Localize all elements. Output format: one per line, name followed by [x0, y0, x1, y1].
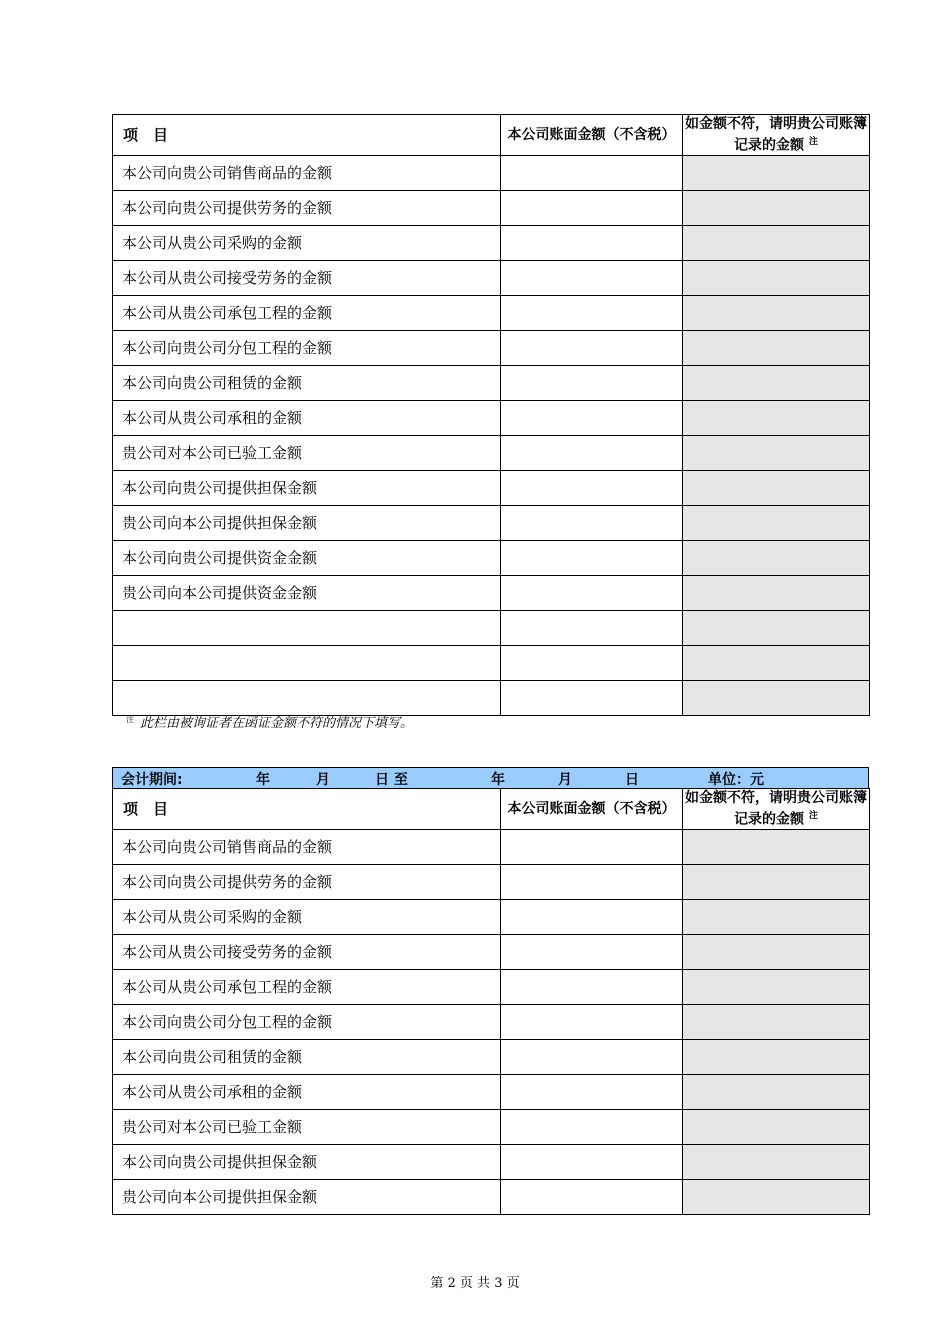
book-amount-cell[interactable]	[501, 1179, 683, 1214]
row-label: 贵公司向本公司提供担保金额	[113, 1179, 501, 1214]
row-label: 本公司向贵公司销售商品的金额	[113, 155, 501, 190]
discrepancy-amount-cell[interactable]	[683, 400, 870, 435]
table-row	[113, 295, 870, 330]
discrepancy-amount-cell[interactable]	[683, 1074, 870, 1109]
book-amount-cell[interactable]	[501, 540, 683, 575]
book-amount-cell[interactable]	[501, 969, 683, 1004]
discrepancy-amount-cell[interactable]	[683, 899, 870, 934]
row-label: 贵公司向本公司提供资金金额	[113, 575, 501, 610]
table-row	[113, 934, 870, 969]
discrepancy-amount-cell[interactable]	[683, 260, 870, 295]
table-row	[113, 155, 870, 190]
book-amount-cell[interactable]	[501, 864, 683, 899]
row-label: 贵公司向本公司提供担保金额	[113, 505, 501, 540]
book-amount-cell[interactable]	[501, 1109, 683, 1144]
table-row	[113, 645, 870, 680]
row-label	[113, 610, 501, 645]
discrepancy-amount-cell[interactable]	[683, 540, 870, 575]
discrepancy-amount-cell[interactable]	[683, 1179, 870, 1214]
page-number: 第 2 页 共 3 页	[430, 1276, 520, 1291]
discrepancy-amount-cell[interactable]	[683, 610, 870, 645]
table-row	[113, 330, 870, 365]
header-item: 项 目	[113, 789, 501, 830]
footnote-mark: 注	[126, 714, 134, 724]
confirmation-table-1	[112, 114, 870, 716]
table-row	[113, 225, 870, 260]
row-label: 本公司从贵公司采购的金额	[113, 899, 501, 934]
header-discrepancy	[683, 115, 870, 156]
discrepancy-amount-cell[interactable]	[683, 680, 870, 715]
header-book-amount: 本公司账面金额（不含税）	[501, 789, 683, 830]
table-row	[113, 829, 870, 864]
table-row	[113, 260, 870, 295]
book-amount-cell[interactable]	[501, 470, 683, 505]
table-row	[113, 899, 870, 934]
row-label: 本公司从贵公司采购的金额	[113, 225, 501, 260]
table-row	[113, 1109, 870, 1144]
row-label: 本公司从贵公司承租的金额	[113, 1074, 501, 1109]
book-amount-cell[interactable]	[501, 899, 683, 934]
period-label: 会计期间:	[121, 772, 183, 788]
row-label: 本公司向贵公司销售商品的金额	[113, 829, 501, 864]
book-amount-cell[interactable]	[501, 1004, 683, 1039]
table-row	[113, 470, 870, 505]
discrepancy-amount-cell[interactable]	[683, 1039, 870, 1074]
row-label: 本公司向贵公司租赁的金额	[113, 1039, 501, 1074]
table-row	[113, 400, 870, 435]
book-amount-cell[interactable]	[501, 680, 683, 715]
period-month-2: 月	[558, 772, 572, 788]
row-label: 本公司从贵公司承包工程的金额	[113, 295, 501, 330]
row-label: 贵公司对本公司已验工金额	[113, 1109, 501, 1144]
table-row	[113, 610, 870, 645]
discrepancy-amount-cell[interactable]	[683, 155, 870, 190]
row-label	[113, 645, 501, 680]
header-book-amount: 本公司账面金额（不含税）	[501, 115, 683, 156]
book-amount-cell[interactable]	[501, 330, 683, 365]
table-row	[113, 1179, 870, 1214]
discrepancy-amount-cell[interactable]	[683, 295, 870, 330]
discrepancy-amount-cell[interactable]	[683, 435, 870, 470]
row-label	[113, 680, 501, 715]
footnote	[126, 712, 413, 731]
header-discrepancy	[683, 789, 870, 830]
discrepancy-amount-cell[interactable]	[683, 829, 870, 864]
table-row	[113, 435, 870, 470]
discrepancy-amount-cell[interactable]	[683, 1144, 870, 1179]
accounting-period-bar	[112, 767, 869, 788]
discrepancy-amount-cell[interactable]	[683, 864, 870, 899]
table-header-row	[113, 115, 870, 156]
row-label: 本公司从贵公司承包工程的金额	[113, 969, 501, 1004]
book-amount-cell[interactable]	[501, 225, 683, 260]
book-amount-cell[interactable]	[501, 829, 683, 864]
book-amount-cell[interactable]	[501, 1074, 683, 1109]
row-label: 本公司从贵公司接受劳务的金额	[113, 260, 501, 295]
table-row	[113, 680, 870, 715]
row-label: 本公司向贵公司租赁的金额	[113, 365, 501, 400]
header-discrepancy-text: 如金额不符，请明贵公司账簿记录的金额	[685, 790, 867, 828]
book-amount-cell[interactable]	[501, 295, 683, 330]
row-label: 本公司向贵公司分包工程的金额	[113, 330, 501, 365]
book-amount-cell[interactable]	[501, 400, 683, 435]
confirmation-table-2	[112, 788, 870, 1215]
book-amount-cell[interactable]	[501, 260, 683, 295]
footnote-text: 此栏由被询证者在函证金额不符的情况下填写。	[140, 716, 414, 731]
table-row	[113, 1144, 870, 1179]
book-amount-cell[interactable]	[501, 505, 683, 540]
row-label: 本公司向贵公司分包工程的金额	[113, 1004, 501, 1039]
book-amount-cell[interactable]	[501, 435, 683, 470]
table-row	[113, 1039, 870, 1074]
row-label: 本公司向贵公司提供资金金额	[113, 540, 501, 575]
book-amount-cell[interactable]	[501, 645, 683, 680]
row-label: 本公司向贵公司提供劳务的金额	[113, 864, 501, 899]
header-discrepancy-text: 如金额不符，请明贵公司账簿记录的金额	[685, 116, 867, 154]
row-label: 贵公司对本公司已验工金额	[113, 435, 501, 470]
table-row	[113, 575, 870, 610]
discrepancy-amount-cell[interactable]	[683, 969, 870, 1004]
discrepancy-amount-cell[interactable]	[683, 365, 870, 400]
discrepancy-amount-cell[interactable]	[683, 225, 870, 260]
period-unit: 单位：元	[708, 772, 764, 788]
discrepancy-amount-cell[interactable]	[683, 934, 870, 969]
row-label: 本公司从贵公司承租的金额	[113, 400, 501, 435]
note-mark: 注	[808, 811, 818, 821]
book-amount-cell[interactable]	[501, 1039, 683, 1074]
book-amount-cell[interactable]	[501, 155, 683, 190]
period-month-1: 月	[316, 772, 330, 788]
period-day-2: 日	[625, 772, 639, 788]
table-row	[113, 505, 870, 540]
book-amount-cell[interactable]	[501, 934, 683, 969]
table-row	[113, 1004, 870, 1039]
discrepancy-amount-cell[interactable]	[683, 1109, 870, 1144]
table-header-row	[113, 789, 870, 830]
table-row	[113, 864, 870, 899]
discrepancy-amount-cell[interactable]	[683, 470, 870, 505]
table-row	[113, 540, 870, 575]
note-mark: 注	[808, 137, 818, 147]
discrepancy-amount-cell[interactable]	[683, 505, 870, 540]
table-row	[113, 190, 870, 225]
book-amount-cell[interactable]	[501, 610, 683, 645]
row-label: 本公司向贵公司提供担保金额	[113, 1144, 501, 1179]
book-amount-cell[interactable]	[501, 575, 683, 610]
book-amount-cell[interactable]	[501, 190, 683, 225]
discrepancy-amount-cell[interactable]	[683, 190, 870, 225]
discrepancy-amount-cell[interactable]	[683, 1004, 870, 1039]
period-year-1: 年	[256, 772, 270, 788]
row-label: 本公司向贵公司提供劳务的金额	[113, 190, 501, 225]
period-day-to: 日 至	[375, 772, 408, 788]
table-row	[113, 365, 870, 400]
discrepancy-amount-cell[interactable]	[683, 330, 870, 365]
row-label: 本公司从贵公司接受劳务的金额	[113, 934, 501, 969]
discrepancy-amount-cell[interactable]	[683, 645, 870, 680]
period-year-2: 年	[491, 772, 505, 788]
discrepancy-amount-cell[interactable]	[683, 575, 870, 610]
table-row	[113, 1074, 870, 1109]
book-amount-cell[interactable]	[501, 1144, 683, 1179]
book-amount-cell[interactable]	[501, 365, 683, 400]
row-label: 本公司向贵公司提供担保金额	[113, 470, 501, 505]
header-item: 项 目	[113, 115, 501, 156]
table-row	[113, 969, 870, 1004]
